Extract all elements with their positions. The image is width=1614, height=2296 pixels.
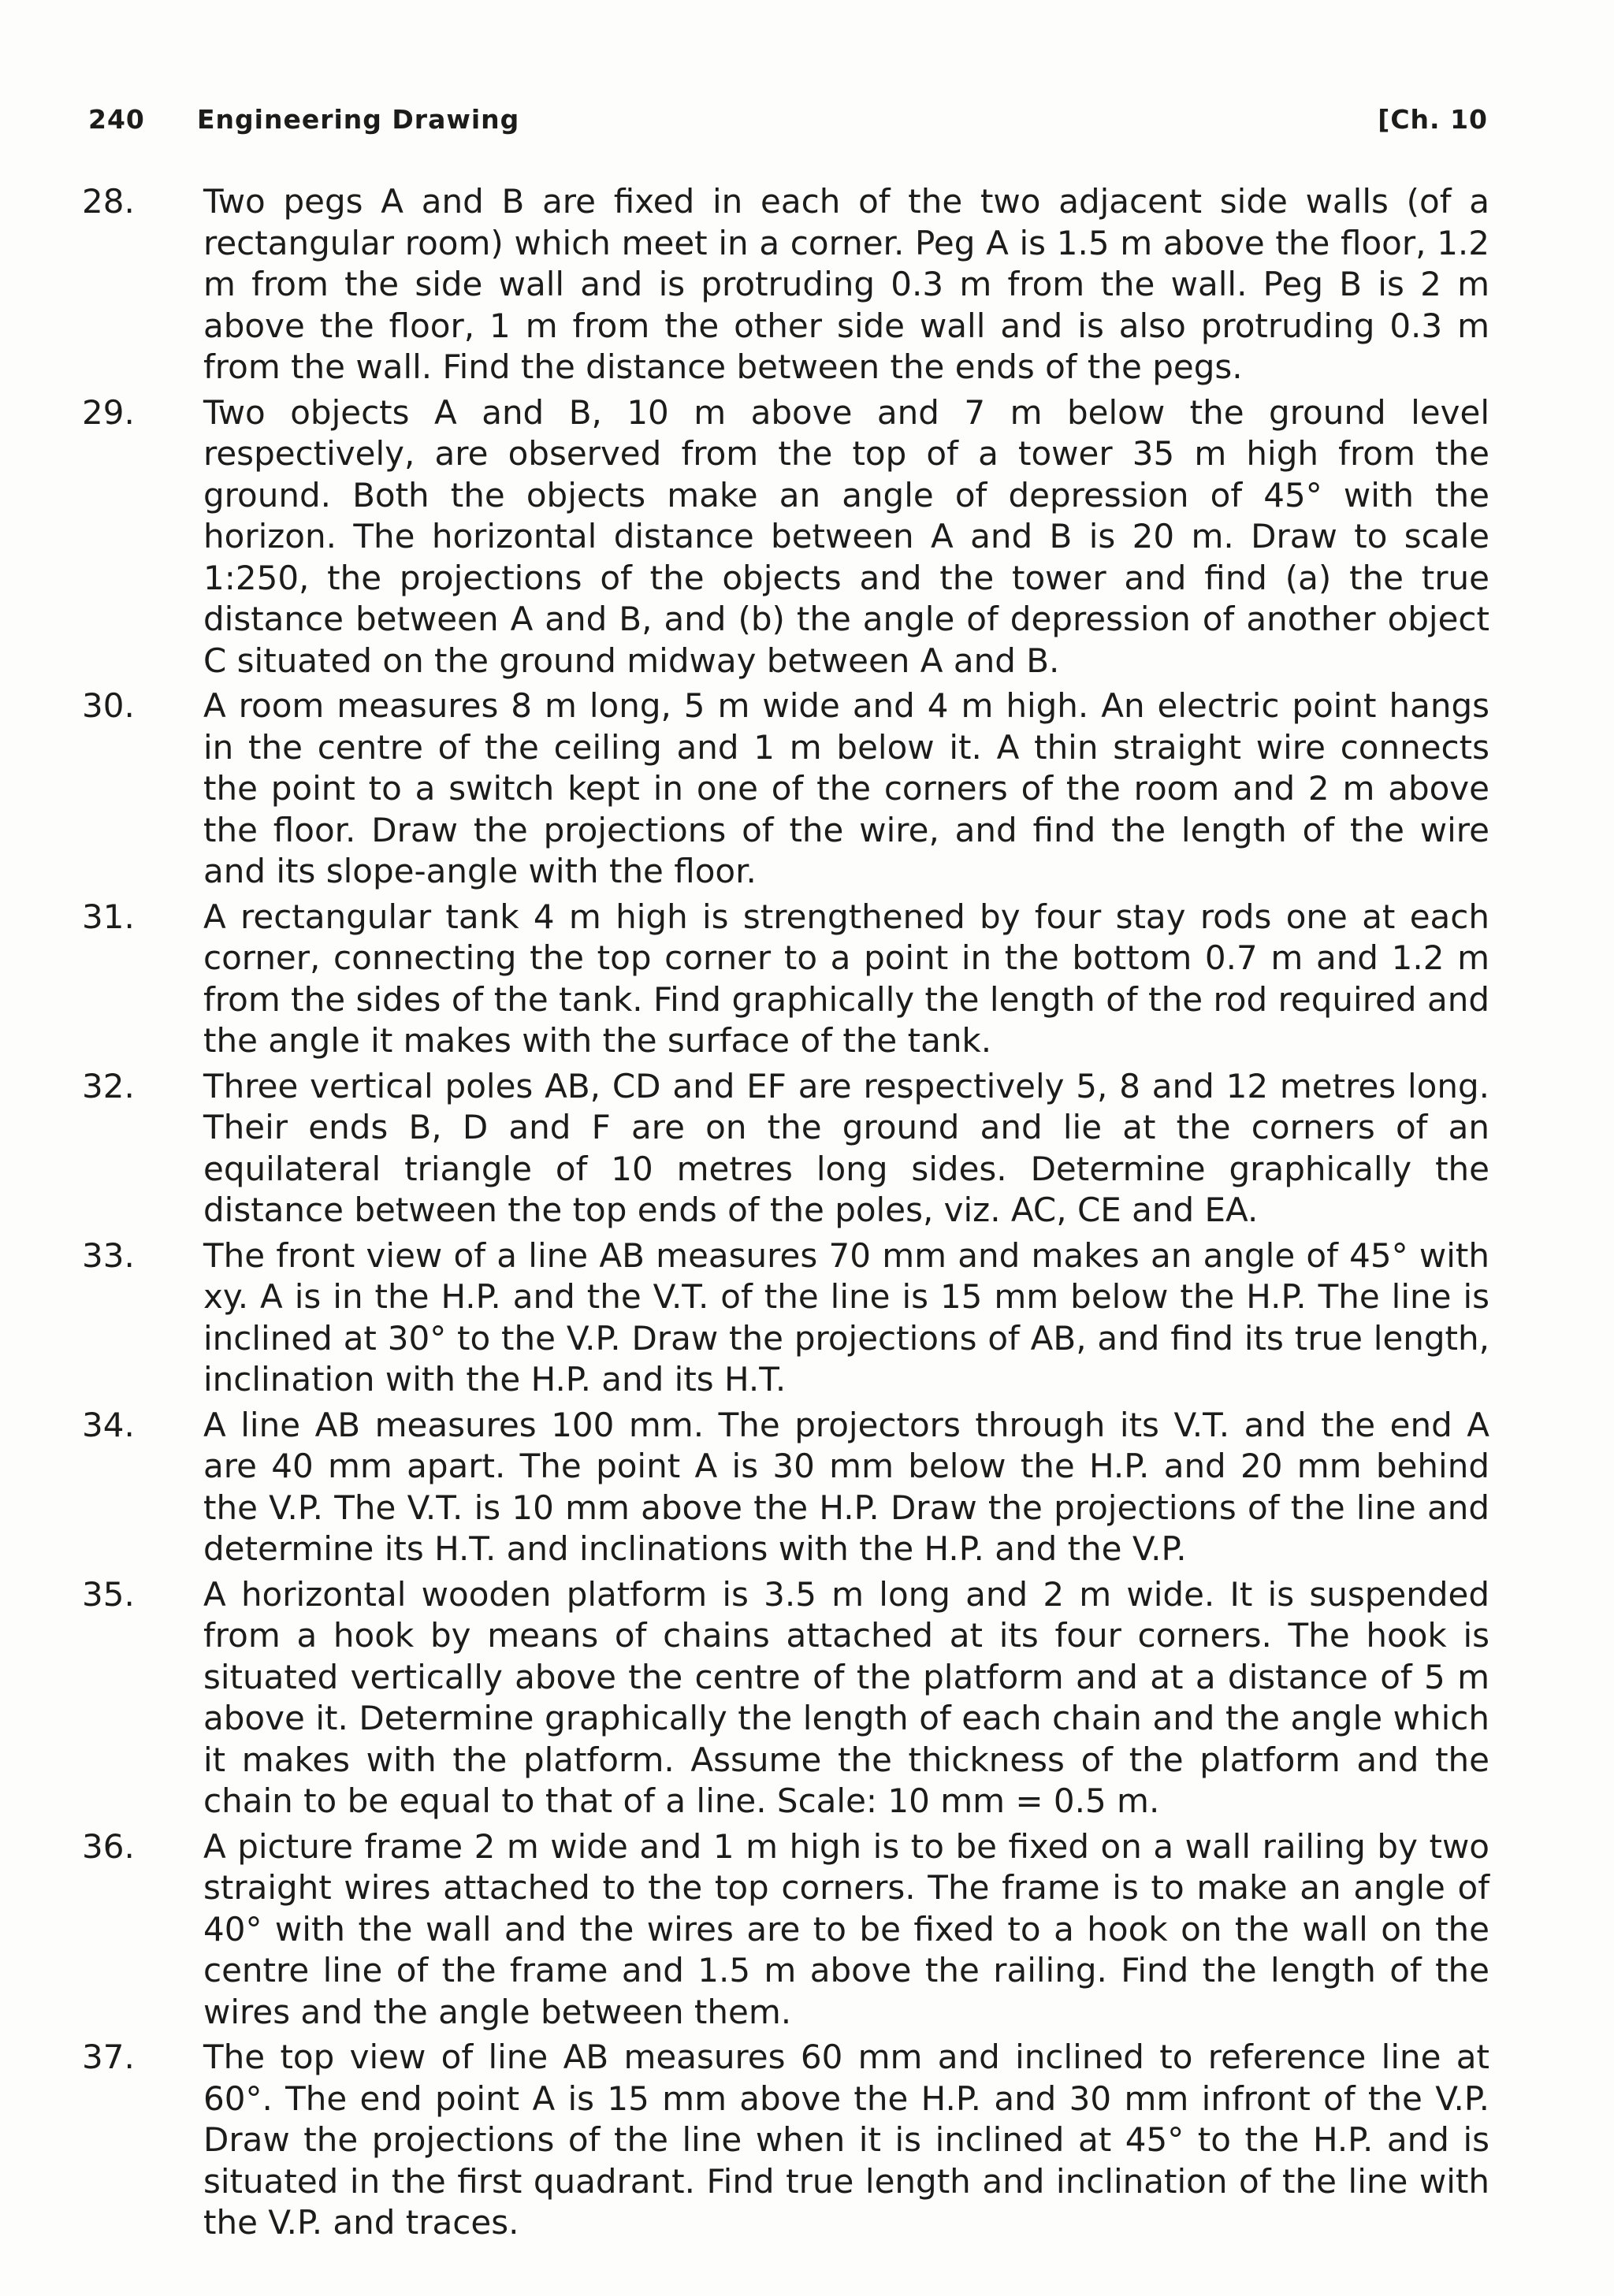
page-header	[88, 104, 1488, 151]
problem-number: 30.	[82, 686, 135, 725]
problem-text: Three vertical poles AB, CD and EF are respectively 5, 8 and 12 metres long. Their ends B, D and F are on the ground and lie at the corners of an equilateral triangle of 10 metres long sides. Determine graphically the distance between the top ends of the poles, viz. AC, CE and EA.	[203, 1066, 1489, 1229]
problem-item	[82, 1405, 1489, 1570]
problem-number: 36.	[82, 1826, 135, 1866]
problem-number: 28.	[82, 182, 135, 221]
chapter-reference: [Ch. 10	[1378, 104, 1488, 135]
problem-item	[82, 181, 1489, 388]
problem-text: The front view of a line AB measures 70 mm and makes an angle of 45° with xy. A is in the H.P. and the V.T. of the line is 15 mm below the H.P. The line is inclined at 30° to the V.P. Draw the projections of AB, and find its true length, inclination with the H.P. and its H.T.	[203, 1235, 1489, 1399]
problem-number: 37.	[82, 2038, 135, 2076]
problem-number: 34.	[82, 1405, 135, 1444]
problem-number: 29.	[82, 392, 135, 432]
problem-item	[82, 392, 1489, 682]
problem-item	[82, 1235, 1489, 1401]
problem-number: 33.	[82, 1235, 135, 1275]
problem-number: 35.	[82, 1574, 135, 1614]
page-number: 240	[88, 104, 145, 135]
problem-text: The top view of line AB measures 60 mm and inclined to reference line at 60°. The end point A is 15 mm above the H.P. and 30 mm infront of the V.P. Draw the projections of the line when it is inclined at 45° to the H.P. and is situated in the first quadrant. Find true length and inclination of the line with the V.P. and traces.	[203, 2038, 1489, 2242]
problem-item	[82, 1066, 1489, 1232]
problem-text: A horizontal wooden platform is 3.5 m long and 2 m wide. It is suspended from a hook by means of chains attached at its four corners. The hook is situated vertically above the centre of the platform and at a distance of 5 m above it. Determine graphically the length of each chain and the angle which it makes with the platform. Assume the thickness of the platform and the chain to be equal to that of a line. Scale: 10 mm = 0.5 m.	[203, 1574, 1489, 1820]
problem-item	[82, 897, 1489, 1062]
problem-item	[82, 1826, 1489, 2034]
problem-text: A line AB measures 100 mm. The projectors through its V.T. and the end A are 40 mm apart. The point A is 30 mm below the H.P. and 20 mm behind the V.P. The V.T. is 10 mm above the H.P. Draw the projections of the line and determine its H.T. and inclinations with the H.P. and the V.P.	[203, 1405, 1489, 1568]
problem-text: A rectangular tank 4 m high is strengthened by four stay rods one at each corner, connecting the top corner to a point in the bottom 0.7 m and 1.2 m from the sides of the tank. Find graphically the length of the rod required and the angle it makes with the surface of the tank.	[203, 897, 1489, 1060]
problem-number: 31.	[82, 897, 135, 936]
problem-item	[82, 1574, 1489, 1822]
problem-item	[82, 2037, 1489, 2244]
problem-number: 32.	[82, 1066, 135, 1105]
problem-text: Two objects A and B, 10 m above and 7 m below the ground level respectively, are observed from the top of a tower 35 m high from the ground. Both the objects make an angle of depression of 45° with the horizon. The horizontal distance between A and B is 20 m. Draw to scale 1:250, the projections of the objects and the tower and find (a) the true distance between A and B, and (b) the angle of depression of another object C situated on the ground midway between A and B.	[203, 392, 1489, 680]
problem-item	[82, 685, 1489, 893]
problem-text: A room measures 8 m long, 5 m wide and 4 m high. An electric point hangs in the centre of the ceiling and 1 m below it. A thin straight wire connects the point to a switch kept in one of the corners of the room and 2 m above the floor. Draw the projections of the wire, and find the length of the wire and its slope-angle with the floor.	[203, 686, 1489, 890]
running-title: Engineering Drawing	[197, 104, 520, 135]
problem-list	[82, 181, 1489, 2248]
problem-text: A picture frame 2 m wide and 1 m high is to be fixed on a wall railing by two straight wires attached to the top corners. The frame is to make an angle of 40° with the wall and the wires are to be fixed to a hook on the wall on the centre line of the frame and 1.5 m above the railing. Find the length of the wires and the angle between them.	[203, 1826, 1489, 2031]
problem-text: Two pegs A and B are fixed in each of the two adjacent side walls (of a rectangular room) which meet in a corner. Peg A is 1.5 m above the floor, 1.2 m from the side wall and is protruding 0.3 m from the wall. Peg B is 2 m above the floor, 1 m from the other side wall and is also protruding 0.3 m from the wall. Find the distance between the ends of the pegs.	[203, 182, 1489, 386]
